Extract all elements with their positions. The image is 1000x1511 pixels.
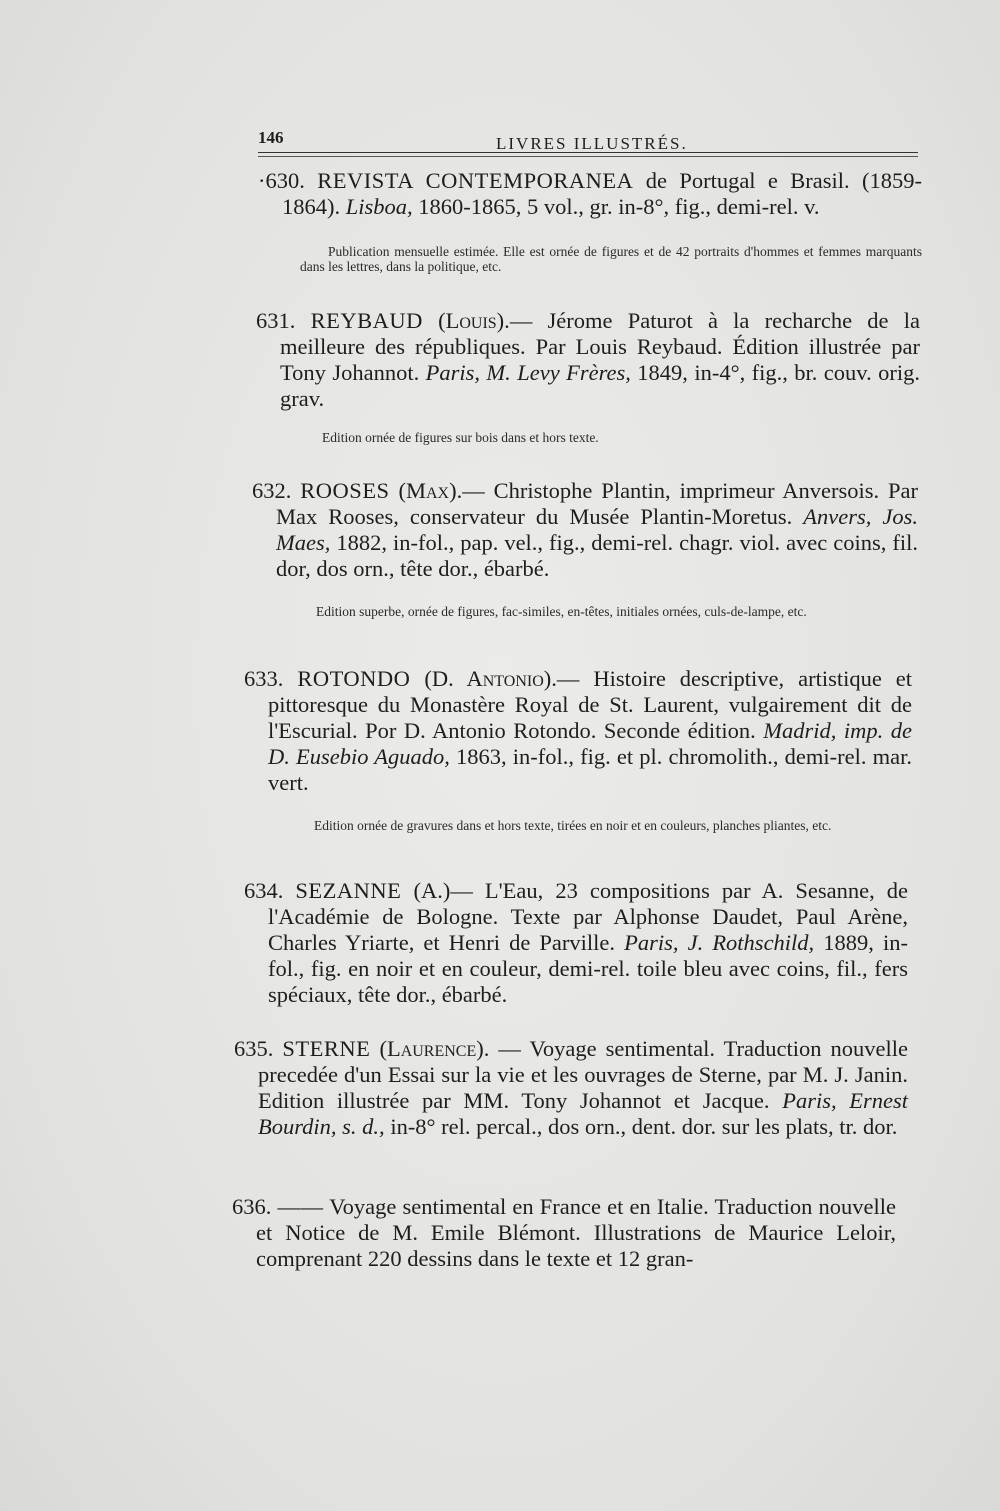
- entry-title: REVISTA CONTEMPORANEA: [317, 168, 634, 193]
- header-rule: [258, 152, 918, 153]
- entry-collation: in-8° rel. percal., dos orn., dent. dor. sur les plats, tr. dor.: [384, 1114, 898, 1139]
- entry-imprint: Lisboa,: [345, 194, 413, 219]
- entry-description: — Histoire descriptive, artistique et pittoresque du Monastère Royal de St. Laurent, vulgairement dit de l'Escurial. Por D. Antonio Rotondo. Seconde édition.: [268, 666, 913, 743]
- entry-number: 633.: [244, 666, 284, 691]
- entry-author: STERNE: [282, 1036, 371, 1061]
- catalog-entry-634: [244, 878, 908, 1008]
- entry-author: REYBAUD: [310, 308, 423, 333]
- entry-author-firstname: (Louis).: [438, 308, 510, 333]
- entry-description: — Voyage sentimental. Traduction nouvelle precedée d'un Essai sur la vie et les ouvrages de Sterne, par M. J. Janin. Edition illustrée par MM. Tony Johannot et Jacque.: [258, 1036, 908, 1113]
- entry-note-633: Edition ornée de gravures dans et hors texte, tirées en noir et en couleurs, planches pliantes, etc.: [314, 818, 832, 833]
- entry-author: SEZANNE: [295, 878, 402, 903]
- running-title: LIVRES ILLUSTRÉS.: [496, 134, 688, 153]
- entry-author-firstname: (Max).: [398, 478, 463, 503]
- entry-collation: 1889, in-fol., fig. en noir et en couleur, demi-rel. toile bleu avec coins, fil., fers spéciaux, tête dor., ébarbé.: [268, 930, 909, 1007]
- entry-number: 636.: [232, 1194, 272, 1219]
- catalog-entry-633: [244, 666, 912, 796]
- catalog-entry-630: [258, 168, 922, 220]
- entry-note-630: Publication mensuelle estimée. Elle est ornée de figures et de 42 portraits d'hommes et femmes marquants dans les lettres, dans la politique, etc.: [300, 244, 922, 274]
- catalog-entry-631: [256, 308, 920, 412]
- entry-author-firstname: (A.): [413, 878, 451, 903]
- entry-number: 635.: [234, 1036, 274, 1061]
- entry-author: ROTONDO: [297, 666, 411, 691]
- entry-imprint: Madrid, imp. de D. Eusebio Aguado,: [268, 718, 912, 769]
- entry-description: — L'Eau, 23 compositions par A. Sesanne, de l'Académie de Bologne. Texte par Alphonse Daudet, Paul Arène, Charles Yriarte, et Henri de Parville.: [268, 878, 909, 955]
- entry-number: 634.: [244, 878, 284, 903]
- entry-description: — Christophe Plantin, imprimeur Anversois. Par Max Rooses, conservateur du Musée Plantin-Moretus.: [276, 478, 919, 529]
- entry-imprint: Paris, M. Levy Frères,: [425, 360, 631, 385]
- entry-collation: 1863, in-fol., fig. et pl. chromolith., demi-rel. mar. vert.: [268, 744, 913, 795]
- entry-author-firstname: (Laurence).: [379, 1036, 490, 1061]
- entry-number: 632.: [252, 478, 292, 503]
- page-header: [258, 128, 918, 158]
- entry-author: ROOSES: [300, 478, 390, 503]
- entry-description: — Jérome Paturot à la recharche de la meilleure des républiques. Par Louis Reybaud. Édition illustrée par Tony Johannot.: [280, 308, 921, 385]
- entry-imprint: Anvers, Jos. Maes,: [276, 504, 918, 555]
- entry-note-631: Edition ornée de figures sur bois dans et hors texte.: [322, 430, 599, 445]
- entry-collation: 1849, in-4°, fig., br. couv. orig. grav.: [280, 360, 920, 411]
- entry-imprint: Paris, Ernest Bourdin, s. d.,: [258, 1088, 908, 1139]
- entry-author-firstname: (D. Antonio).: [424, 666, 557, 691]
- entry-description: Voyage sentimental en France et en Italie. Traduction nouvelle et Notice de M. Emile Blémont. Illustrations de Maurice Leloir, comprenant 220 dessins dans le texte et 12 gran-: [256, 1194, 897, 1271]
- entry-number: ·630.: [258, 168, 305, 193]
- page-number: 146: [258, 128, 284, 147]
- entry-description: de Portugal e Brasil. (1859-1864).: [282, 168, 923, 219]
- entry-number: 631.: [256, 308, 296, 333]
- header-rule-thin: [258, 156, 918, 157]
- entry-note-632: Edition superbe, ornée de figures, fac-similes, en-têtes, initiales ornées, culs-de-lampe, etc.: [316, 604, 807, 619]
- entry-ditto-dash: ——: [277, 1194, 324, 1219]
- catalog-entry-635: [234, 1036, 908, 1140]
- entry-collation: 1882, in-fol., pap. vel., fig., demi-rel. chagr. viol. avec coins, fil. dor, dos orn., tête dor., ébarbé.: [276, 530, 918, 581]
- entry-collation: 1860-1865, 5 vol., gr. in-8°, fig., demi-rel. v.: [412, 194, 820, 219]
- entry-imprint: Paris, J. Rothschild,: [624, 930, 815, 955]
- catalog-entry-632: [252, 478, 918, 582]
- catalog-entry-636: [232, 1194, 896, 1272]
